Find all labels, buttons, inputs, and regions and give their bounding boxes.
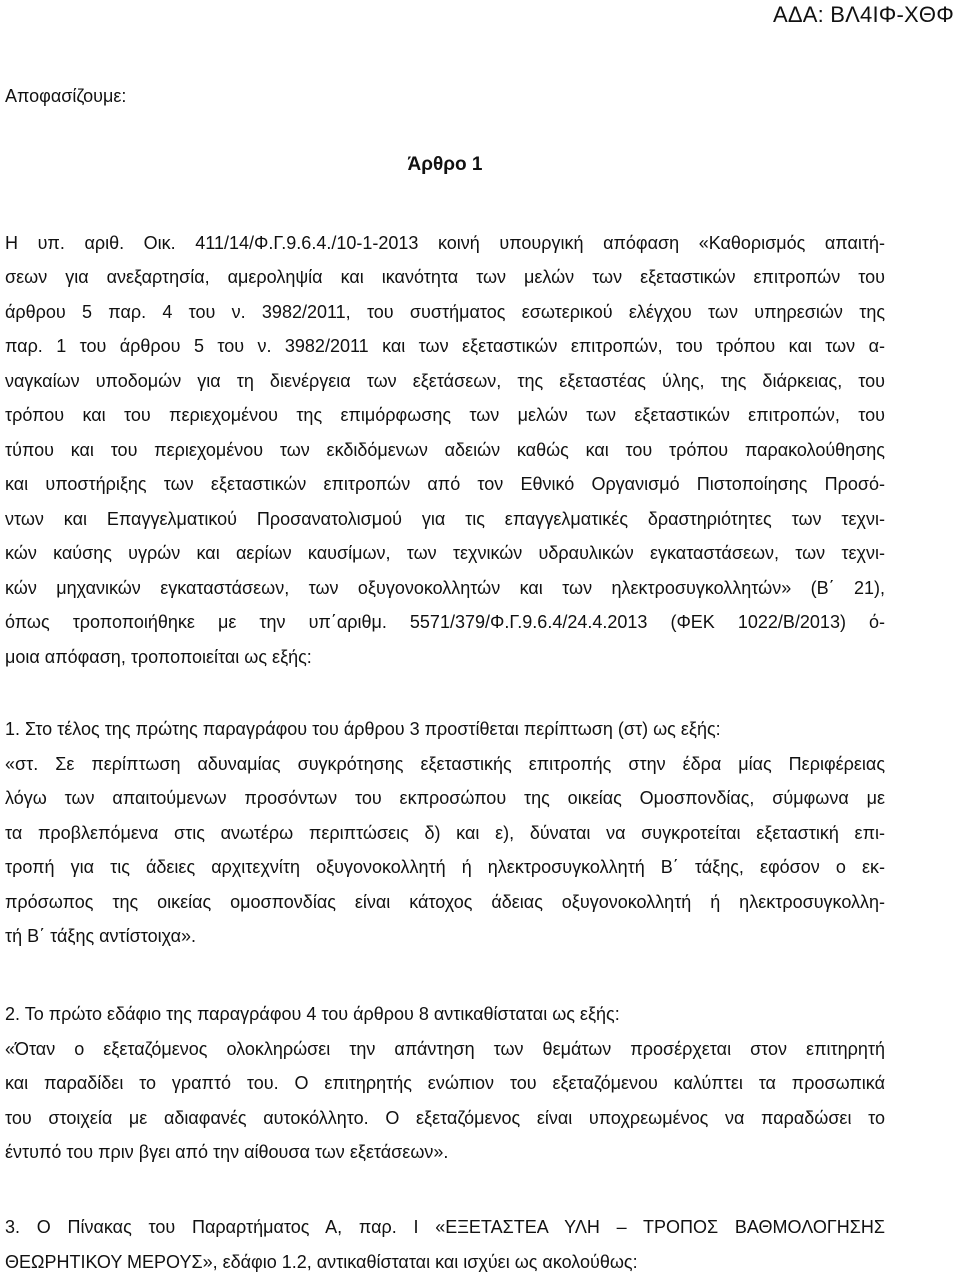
text-line: ΘΕΩΡΗΤΙΚΟΥ ΜΕΡΟΥΣ», εδάφιο 1.2, αντικαθίσταται και ισχύει ως ακολούθως: (5, 1252, 638, 1272)
text-line: τρόπου και του περιεχομένου της επιμόρφωσης των μελών των εξεταστικών επιτροπών, του (5, 405, 885, 425)
text-line: λόγω των απαιτούμενων προσόντων του εκπροσώπου της οικείας Ομοσπονδίας, σύμφωνα με (5, 788, 885, 808)
item-1-heading: 1. Στο τέλος της πρώτης παραγράφου του άρθρου 3 προστίθεται περίπτωση (στ) ως εξής: (5, 719, 721, 739)
text-line: κών μηχανικών εγκαταστάσεων, των οξυγονοκολλητών και των ηλεκτροσυγκολλητών» (Β΄ 21), (5, 578, 885, 598)
intro-decision: Αποφασίζουμε: (5, 86, 127, 106)
text-line: κών καύσης υγρών και αερίων καυσίμων, των τεχνικών υδραυλικών εγκαταστάσεων, των τεχνι- (5, 543, 885, 563)
text-line: «στ. Σε περίπτωση αδυναμίας συγκρότησης εξεταστικής επιτροπής στην έδρα μίας Περιφέρειας (5, 754, 885, 774)
text-line: τή Β΄ τάξης αντίστοιχα». (5, 926, 197, 946)
article-title: Άρθρο 1 (407, 154, 483, 175)
text-line: Η υπ. αριθ. Οικ. 411/14/Φ.Γ.9.6.4./10-1-2013 κοινή υπουργική απόφαση «Καθορισμός απαιτή- (5, 233, 885, 253)
item-3-heading: 3. Ο Πίνακας του Παραρτήματος Α, παρ. Ι «ΕΞΕΤΑΣΤΕΑ ΥΛΗ – ΤΡΟΠΟΣ ΒΑΘΜΟΛΟΓΗΣΗΣ (5, 1217, 885, 1237)
item-2-heading: 2. Το πρώτο εδάφιο της παραγράφου 4 του άρθρου 8 αντικαθίσταται ως εξής: (5, 1004, 620, 1024)
text-line: άρθρου 5 παρ. 4 του ν. 3982/2011, του συστήματος εσωτερικού ελέγχου των υπηρεσιών της (5, 302, 885, 322)
text-line: τύπου και του περιεχομένου των εκδιδόμενων αδειών καθώς και του τρόπου παρακολούθησης (5, 440, 885, 460)
text-line: έντυπό του πριν βγει από την αίθουσα των εξετάσεων». (5, 1142, 449, 1162)
text-line: παρ. 1 του άρθρου 5 του ν. 3982/2011 και των εξεταστικών επιτροπών, του τρόπου και των α- (5, 336, 885, 356)
text-line: και υποστήριξης των εξεταστικών επιτροπών από τον Εθνικό Οργανισμό Πιστοποίησης Προσό- (5, 474, 885, 494)
text-line: μοια απόφαση, τροποποιείται ως εξής: (5, 647, 312, 667)
text-line: ντων και Επαγγελματικού Προσανατολισμού για τις επαγγελματικές δραστηριότητες των τεχνι- (5, 509, 885, 529)
text-line: σεων για ανεξαρτησία, αμεροληψία και ικανότητα των μελών των εξεταστικών επιτροπών του (5, 267, 885, 287)
text-line: και παραδίδει το γραπτό του. Ο επιτηρητής ενώπιον του εξεταζόμενου καλύπτει τα προσωπικά (5, 1073, 885, 1093)
text-line: τροπή για τις άδειες αρχιτεχνίτη οξυγονοκολλητή ή ηλεκτροσυγκολλητή Β΄ τάξης, εφόσον ο εκ- (5, 857, 885, 877)
text-line: του στοιχεία με αδιαφανές αυτοκόλλητο. Ο εξεταζόμενος είναι υποχρεωμένος να παραδώσει το (5, 1108, 885, 1128)
text-line: «Όταν ο εξεταζόμενος ολοκληρώσει την απάντηση των θεμάτων προσέρχεται στον επιτηρητή (5, 1039, 885, 1059)
text-line: ναγκαίων υποδομών για τη διενέργεια των εξετάσεων, της εξεταστέας ύλης, της διάρκειας, του (5, 371, 885, 391)
text-line: πρόσωπος της οικείας ομοσπονδίας είναι κάτοχος άδειας οξυγονοκολλητή ή ηλεκτροσυγκολλη- (5, 892, 885, 912)
ada-code: ΑΔΑ: ΒΛ4ΙΦ-ΧΘΦ (772, 2, 954, 27)
text-line: τα προβλεπόμενα στις ανωτέρω περιπτώσεις δ) και ε), δύναται να συγκροτείται εξεταστική επι- (5, 823, 885, 843)
text-line: όπως τροποποιήθηκε με την υπ΄αριθμ. 5571/379/Φ.Γ.9.6.4/24.4.2013 (ΦΕΚ 1022/Β/2013) ό- (5, 612, 885, 632)
